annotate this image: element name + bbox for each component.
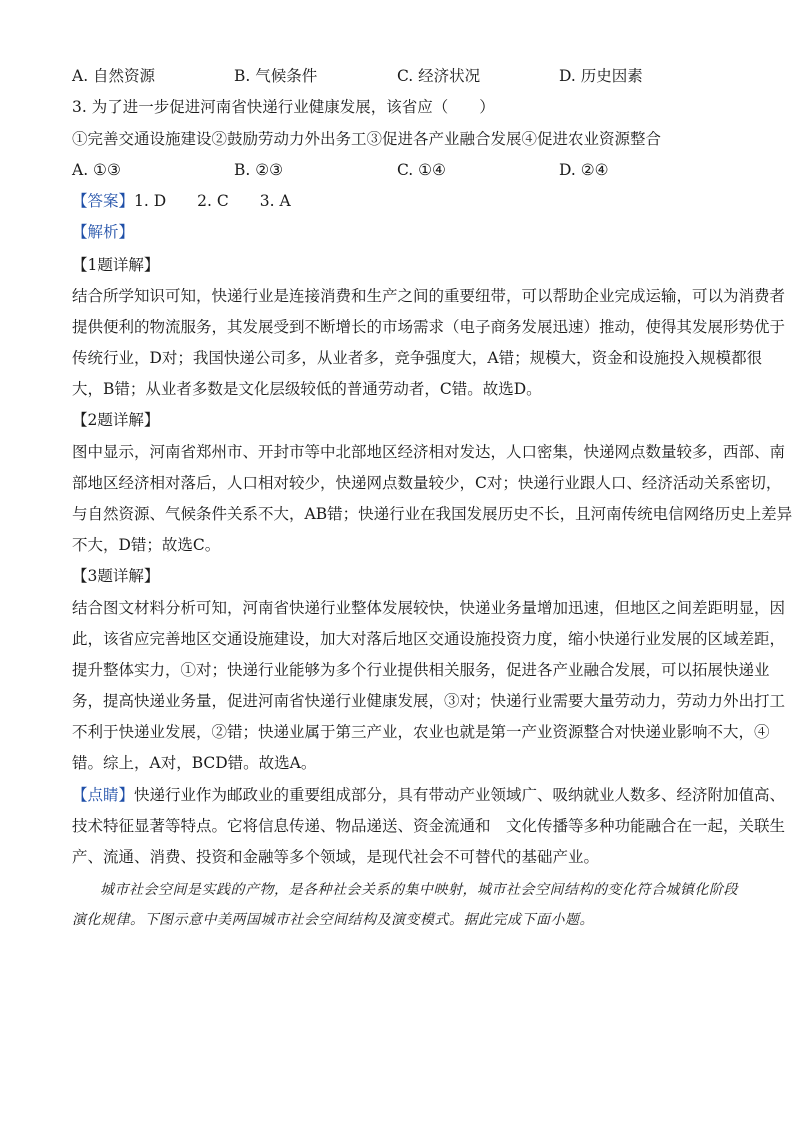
detail1-heading: 【1题详解】 bbox=[72, 256, 160, 274]
q3-option-c: C. ①④ bbox=[397, 161, 446, 179]
detail3-line: 此，该省应完善地区交通设施建设，加大对落后地区交通设施投资力度，缩小快递行业发展的区域差距， bbox=[72, 630, 786, 648]
detail2-line: 与自然资源、气候条件关系不大，AB错；快递行业在我国发展历史不长，且河南传统电信网络历史上差异 bbox=[72, 505, 793, 523]
q3-statements: ①完善交通设施建设②鼓励劳动力外出务工③促进各产业融合发展④促进农业资源整合 bbox=[72, 130, 662, 148]
detail3-line: 不利于快递业发展，②错；快递业属于第三产业，农业也就是第一产业资源整合对快递业影响不大，④ bbox=[72, 723, 770, 741]
detail3-line: 提升整体实力，①对；快递行业能够为多个行业提供相关服务，促进各产业融合发展，可以拓展快递业 bbox=[72, 661, 770, 679]
material-intro bbox=[72, 875, 738, 935]
highlight-line: 技术特征显著等特点。它将信息传递、物品递送、资金流通和 文化传播等多种功能融合在一起，关联生 bbox=[72, 817, 786, 835]
detail2-paragraph bbox=[72, 437, 793, 561]
q2-option-d: D. 历史因素 bbox=[559, 67, 643, 85]
highlight-line: 产、流通、消费、投资和金融等多个领域，是现代社会不可替代的基础产业。 bbox=[72, 848, 600, 866]
highlight-paragraph bbox=[72, 780, 786, 873]
answer-tag: 【答案】 bbox=[72, 192, 135, 210]
detail1-line: 提供便利的物流服务，其发展受到不断增长的市场需求（电子商务发展迅速）推动，使得其发展形势优于 bbox=[72, 318, 786, 336]
material-line: 演化规律。下图示意中美两国城市社会空间结构及演变模式。据此完成下面小题。 bbox=[72, 912, 594, 928]
detail2-line: 图中显示，河南省郑州市、开封市等中北部地区经济相对发达，人口密集，快递网点数量较多，西部、南 bbox=[72, 443, 786, 461]
material-line: 城市社会空间是实践的产物，是各种社会关系的集中映射，城市社会空间结构的变化符合城镇化阶段 bbox=[100, 882, 738, 898]
detail3-line: 结合图文材料分析可知，河南省快递行业整体发展较快，快递业务量增加迅速，但地区之间差距明显，因 bbox=[72, 599, 786, 617]
detail2-line: 不大，D错；故选C。 bbox=[72, 536, 221, 554]
answer-line bbox=[72, 190, 291, 212]
highlight-line: 快递行业作为邮政业的重要组成部分，具有带动产业领域广、吸纳就业人数多、经济附加值高、 bbox=[134, 786, 786, 804]
detail3-line: 务，提高快递业务量，促进河南省快递行业健康发展，③对；快递行业需要大量劳动力，劳动力外出打工 bbox=[72, 692, 786, 710]
q2-option-b: B. 气候条件 bbox=[234, 67, 318, 85]
q3-option-a: A. ①③ bbox=[72, 161, 121, 179]
detail3-heading: 【3题详解】 bbox=[72, 567, 160, 585]
q3-option-d: D. ②④ bbox=[559, 161, 609, 179]
q3-stem: 3. 为了进一步促进河南省快递行业健康发展，该省应（ ） bbox=[72, 98, 495, 116]
q2-option-c: C. 经济状况 bbox=[397, 67, 481, 85]
answer-text: 1. D 2. C 3. A bbox=[134, 192, 291, 210]
q3-option-b: B. ②③ bbox=[234, 161, 284, 179]
detail2-line: 部地区经济相对落后，人口相对较少，快递网点数量较少，C对；快递行业跟人口、经济活动关系密切， bbox=[72, 474, 782, 492]
q2-option-a: A. 自然资源 bbox=[72, 67, 156, 85]
detail1-paragraph bbox=[72, 281, 786, 405]
detail3-line: 错。综上，A对，BCD错。故选A。 bbox=[72, 754, 317, 772]
highlight-line-first bbox=[72, 780, 786, 811]
detail1-line: 大，B错；从业者多数是文化层级较低的普通劳动者，C错。故选D。 bbox=[72, 380, 542, 398]
detail1-line: 传统行业，D对；我国快递公司多，从业者多，竞争强度大，A错；规模大，资金和设施投入规模都很 bbox=[72, 349, 763, 367]
detail3-paragraph bbox=[72, 593, 786, 779]
detail1-line: 结合所学知识可知，快递行业是连接消费和生产之间的重要纽带，可以帮助企业完成运输，可以为消费者 bbox=[72, 287, 786, 305]
detail2-heading: 【2题详解】 bbox=[72, 411, 160, 429]
analysis-tag: 【解析】 bbox=[72, 223, 135, 241]
highlight-tag: 【点睛】 bbox=[72, 786, 135, 804]
